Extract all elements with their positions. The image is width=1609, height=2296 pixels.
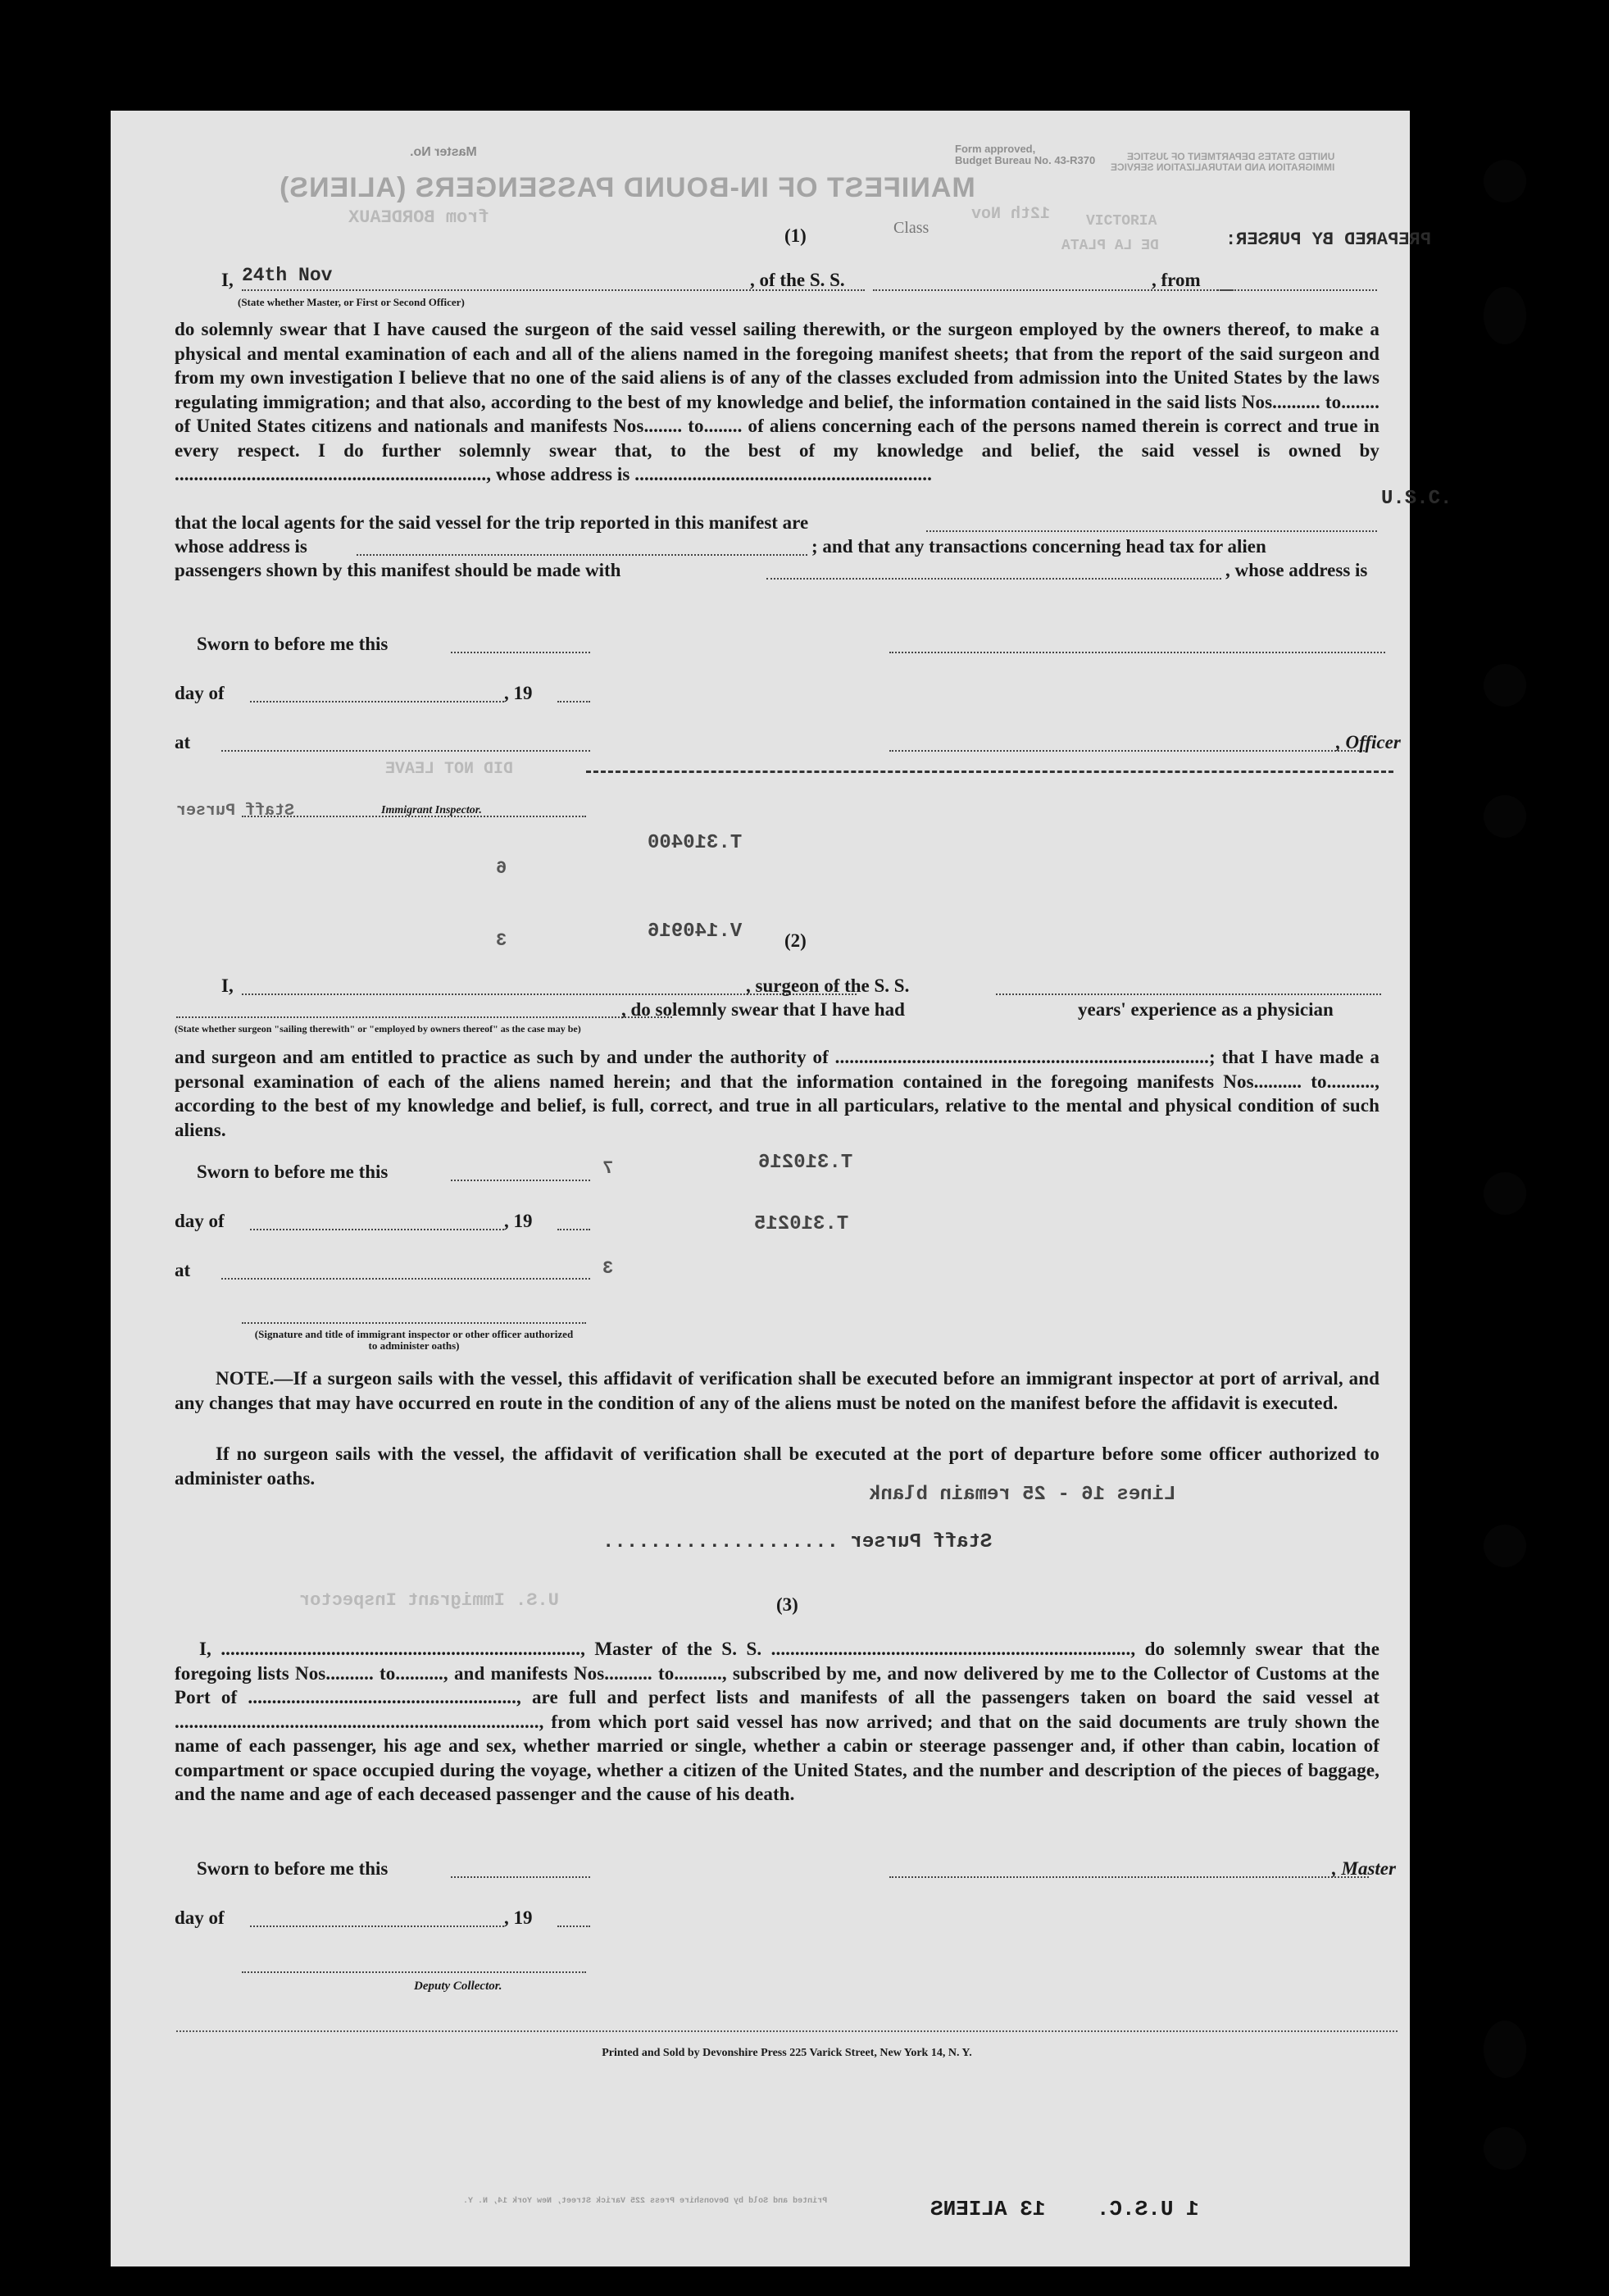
department-lines: UNITED STATES DEPARTMENT OF JUSTICE IMMIGRATION AND NATURALIZATION SERVICE	[1111, 151, 1335, 173]
staff-purser-mirror-2: Staff Purser ....................	[602, 1531, 993, 1553]
handwritten-date: 24th Nov	[242, 265, 333, 286]
ghost-digit-1: 6	[496, 858, 507, 879]
master-label: , Master	[1332, 1858, 1396, 1879]
section-1-i-label: I,	[221, 270, 234, 290]
handwritten-usc: U.S.C.	[1381, 488, 1452, 510]
manifest-title: MANIFEST OF IN-BOUND PASSENGERS (ALIENS)	[279, 172, 975, 203]
ghost-number-4: T.310215	[754, 1213, 849, 1235]
surgeon-ss-line	[996, 993, 1381, 995]
manifest-sheet	[111, 111, 1452, 2266]
punch-hole	[1484, 1172, 1526, 1215]
year-line-3	[557, 1925, 590, 1927]
officer-signature-line	[889, 750, 1365, 752]
footer-divider	[176, 2030, 1398, 2032]
sailing-date: 12th Nov	[971, 205, 1051, 224]
staff-purser-mirror-1: Staff Purser	[176, 802, 295, 821]
officer-signature-line-top	[889, 652, 1385, 653]
section-1-number: (1)	[784, 225, 807, 246]
master-signature-line	[889, 1876, 1369, 1878]
ghost-digit-3: 7	[602, 1158, 614, 1179]
punch-hole	[1484, 2127, 1526, 2170]
year-label-3: , 19	[504, 1907, 533, 1928]
punch-hole	[1484, 2021, 1526, 2078]
head-tax-text: ; and that any transactions concerning head tax for alien	[811, 536, 1266, 557]
day-of-label-2: day of	[175, 1211, 225, 1231]
did-not-leave-stamp: DID NOT LEAVE	[385, 760, 514, 779]
ghost-digit-4: 3	[602, 1258, 614, 1279]
passengers-text: passengers shown by this manifest should be made with	[175, 560, 621, 580]
agents-line	[926, 530, 1377, 532]
surgeon-capacity-line	[176, 1016, 672, 1018]
surgeon-capacity-note: (State whether surgeon "sailing therewith" or "employed by owners thereof" as the case may be)	[175, 1023, 581, 1034]
punch-hole	[1484, 287, 1526, 344]
deputy-collector-label: Deputy Collector.	[414, 1980, 502, 1993]
sworn-label-2: Sworn to before me this	[197, 1162, 389, 1182]
ghost-number-2: V.140916	[648, 921, 743, 943]
day-of-line-3	[250, 1925, 504, 1927]
at-label-2: at	[175, 1260, 191, 1280]
year-label-2: , 19	[504, 1211, 533, 1231]
no-surgeon-note: If no surgeon sails with the vessel, the affidavit of verification shall be executed at the port of departure before some officer authorized to administer oaths.	[175, 1444, 1379, 1489]
year-label-1: , 19	[504, 683, 533, 703]
section-2-oath-paragraph: and surgeon and am entitled to practice as such by and under the authority of ..............................................................................; that I have made a personal examination of each of the aliens named herein; and that the information contained in the foregoing manifests Nos.......... to.........., according to the best of my knowledge and belief, is full, correct, and true in all particulars, relative to the mental and physical condition of such aliens.	[175, 1047, 1379, 1140]
punch-hole	[1484, 1525, 1526, 1567]
prepared-by-purser: PREPARED BY PURSER:	[1225, 230, 1431, 250]
local-agents-text: that the local agents for the said vessel for the trip reported in this manifest are	[175, 512, 809, 533]
ghost-number-1: T.310400	[648, 832, 743, 854]
printer-credit: Printed and Sold by Devonshire Press 225 Varick Street, New York 14, N. Y.	[602, 2047, 972, 2059]
day-of-line-1	[250, 701, 504, 702]
form-approval-note: Form approved, Budget Bureau No. 43-R370	[955, 143, 1096, 166]
section-1-divider	[586, 771, 1393, 773]
swear-text: , do solemnly swear that I have had	[621, 999, 905, 1020]
sworn-day-line-2	[451, 1180, 590, 1181]
officer-label: , Officer	[1336, 732, 1401, 752]
head-tax-party-line	[766, 578, 1221, 580]
immigrant-inspector-label: Immigrant Inspector.	[381, 804, 482, 816]
sworn-day-line-3	[451, 1876, 590, 1878]
aliens-count-stamp: 1 U.S.C. 13 ALIENS	[930, 2197, 1199, 2221]
surgeon-of-label: , surgeon of the S. S.	[746, 975, 910, 996]
lines-remain-blank-stamp: Lines 16 - 25 remain blank	[869, 1484, 1176, 1506]
section-3-oath-paragraph: I, ..........................................................................., Master of the S. S. ..........................................................................., do solemnly swear that the foregoing lists Nos.......... to.........., and manifests Nos.......... to.........., subscribed by me, and now delivered by me to the Collector of Customs at the Port of ........................................................, are full and perfect lists and manifests of all the passengers taken on board the said vessel at ............................................................................, from which port said vessel has now arrived; and that on the said documents are truly shown the name of each passenger, his age and sex, whether married or single, whether a cabin or steerage passenger and, if other than cabin, location of compartment or space occupied during the voyage, whether a citizen of the United States, and the number and description of the pieces of baggage, and the name and age of each deceased passenger and the cause of his death.	[175, 1639, 1379, 1804]
at-label-1: at	[175, 732, 191, 752]
of-ss-label: , of the S. S.	[750, 270, 845, 290]
inspector-signature-note: (Signature and title of immigrant inspector or other officer authorized to administer oaths)	[254, 1328, 574, 1352]
ss-name-ghost: DE LA PLATA	[1061, 238, 1159, 254]
section-1-oath-paragraph: do solemnly swear that I have caused the surgeon of the said vessel sailing therewith, or the surgeon employed by the owners thereof, to make a physical and mental examination of each and all of the aliens named in the foregoing manifest sheets; that from the report of the said surgeon and from my own investigation I believe that no one of the said aliens is of any of the classes excluded from admission into the United States by the laws regulating immigration; and that also, according to the best of my knowledge and belief, the information contained in the said lists Nos.......... to........ of United States citizens and nationals and manifests Nos........ to........ of aliens concerning each of the persons named therein is correct and true in every respect. I do further solemnly swear that, to the best of my knowledge and belief, the said vessel is owned by ................................................................., whose address is ..............................................................	[175, 319, 1379, 484]
punch-hole	[1484, 795, 1526, 838]
years-text: years' experience as a physician	[1078, 999, 1334, 1020]
section-2-i-label: I,	[221, 975, 234, 996]
immigrant-inspector-mirror: U.S. Immigrant Inspector	[299, 1590, 559, 1611]
day-of-label-3: day of	[175, 1907, 225, 1928]
deputy-collector-line	[242, 1971, 586, 1973]
ship-name-ghost: VICTORIA	[1086, 213, 1157, 230]
from-line	[1217, 289, 1377, 291]
at-line-2	[221, 1278, 590, 1280]
section-2-number: (2)	[784, 930, 807, 951]
bottom-printer-mirror: Printed and Sold by Devonshire Press 225 Varick Street, New York 14, N. Y.	[463, 2197, 828, 2206]
year-line-2	[557, 1229, 590, 1230]
punch-hole	[1484, 664, 1526, 707]
sworn-label-3: Sworn to before me this	[197, 1858, 389, 1879]
departure-port: from BORDEAUX	[348, 207, 489, 228]
year-line-1	[557, 701, 590, 702]
ghost-number-3: T.310216	[758, 1152, 853, 1174]
section-2-note: NOTE.—If a surgeon sails with the vessel, this affidavit of verification shall be executed before an immigrant inspector at port of arrival, and any changes that may have occurred en route in the condition of any of the aliens must be noted on the manifest before the affidavit is executed.	[175, 1368, 1379, 1413]
punch-hole	[1484, 160, 1526, 202]
head-tax-address-label: , whose address is	[1225, 560, 1368, 580]
punch-holes	[1484, 0, 1549, 2296]
day-of-line-2	[250, 1229, 504, 1230]
officer-rank-note: (State whether Master, or First or Second Officer)	[238, 296, 465, 308]
agents-address-line	[357, 554, 807, 556]
sworn-day-line-1	[451, 652, 590, 653]
sworn-label-1: Sworn to before me this	[197, 634, 389, 654]
day-of-label-1: day of	[175, 683, 225, 703]
ghost-digit-2: 3	[496, 930, 507, 951]
class-label: Class	[893, 219, 929, 237]
from-label: , from	[1152, 270, 1201, 290]
at-line-1	[221, 750, 590, 752]
master-number-label: Master No.	[410, 145, 477, 159]
section-3-number: (3)	[776, 1594, 798, 1615]
inspector-signature-line	[242, 1322, 586, 1324]
agents-address-label: whose address is	[175, 536, 307, 557]
